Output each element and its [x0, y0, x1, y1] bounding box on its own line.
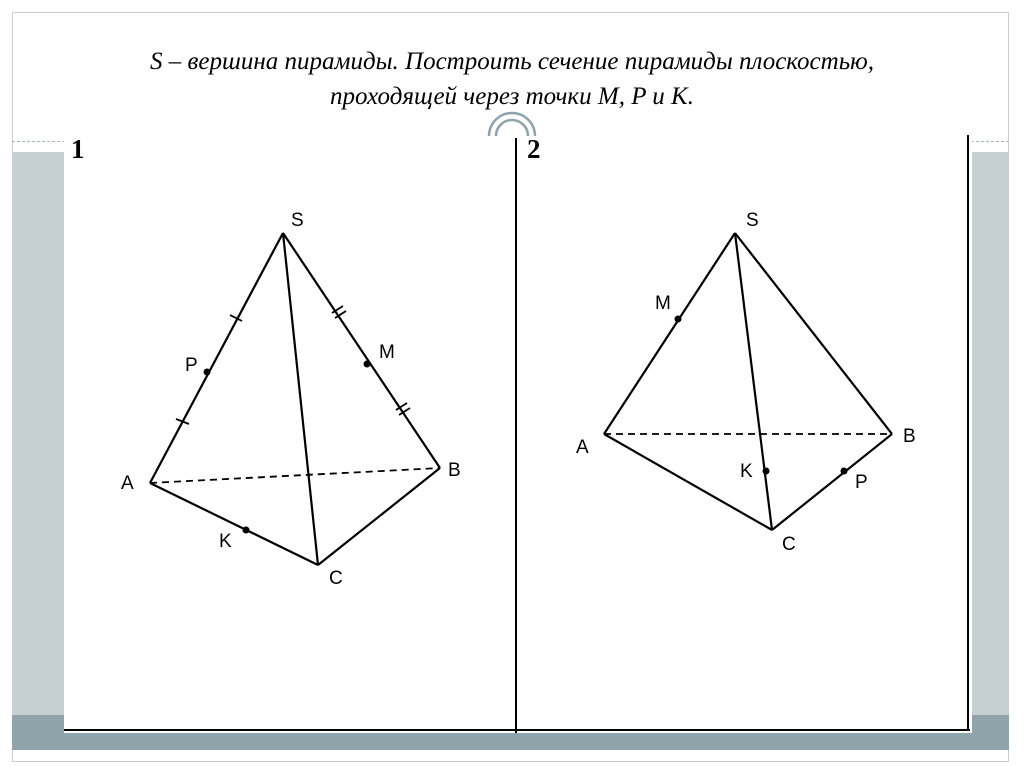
- edge-AC: [150, 483, 318, 565]
- label-K-1: K: [219, 531, 232, 552]
- label-B-1: B: [448, 460, 461, 481]
- edge-SC: [283, 233, 318, 565]
- pyramid-2: [604, 233, 892, 530]
- point-M-2: [675, 316, 682, 323]
- label-C-1: C: [329, 568, 343, 589]
- title-line-1: S – вершина пирамиды. Построить сечение пирамиды плоскостью,: [150, 48, 874, 75]
- point-K-2: [763, 468, 770, 475]
- panel-number-1: 1: [71, 134, 85, 164]
- pyramid-1-points: [204, 361, 371, 534]
- label-K-2: K: [740, 461, 753, 482]
- point-M-1: [364, 361, 371, 368]
- edge-AC: [604, 434, 772, 530]
- label-P-2: P: [855, 472, 868, 493]
- pyramid-1: [150, 233, 440, 565]
- label-S-1: S: [291, 210, 304, 231]
- point-K-1: [243, 527, 250, 534]
- panel-number-2: 2: [527, 134, 541, 164]
- edge-SC: [735, 233, 772, 530]
- edge-SB: [283, 233, 440, 468]
- edge-BC: [772, 434, 892, 530]
- edge-SA: [604, 233, 735, 434]
- label-B-2: B: [903, 426, 916, 447]
- label-M-2: M: [655, 293, 671, 314]
- point-P-2: [841, 468, 848, 475]
- edge-BC: [318, 468, 440, 565]
- label-A-2: A: [576, 437, 589, 458]
- label-M-1: M: [379, 342, 395, 363]
- pyramid-2-points: [675, 316, 848, 475]
- label-A-1: A: [121, 473, 134, 494]
- label-C-2: C: [782, 534, 796, 555]
- arc-ornament-icon: [489, 113, 535, 136]
- edge-SB: [735, 233, 892, 434]
- hidden-edge-AB: [150, 468, 440, 483]
- label-P-1: P: [185, 355, 198, 376]
- title-line-2: проходящей через точки M, P и K.: [330, 83, 694, 110]
- edge-SA: [150, 233, 283, 483]
- point-P-1: [204, 369, 211, 376]
- label-S-2: S: [746, 210, 759, 231]
